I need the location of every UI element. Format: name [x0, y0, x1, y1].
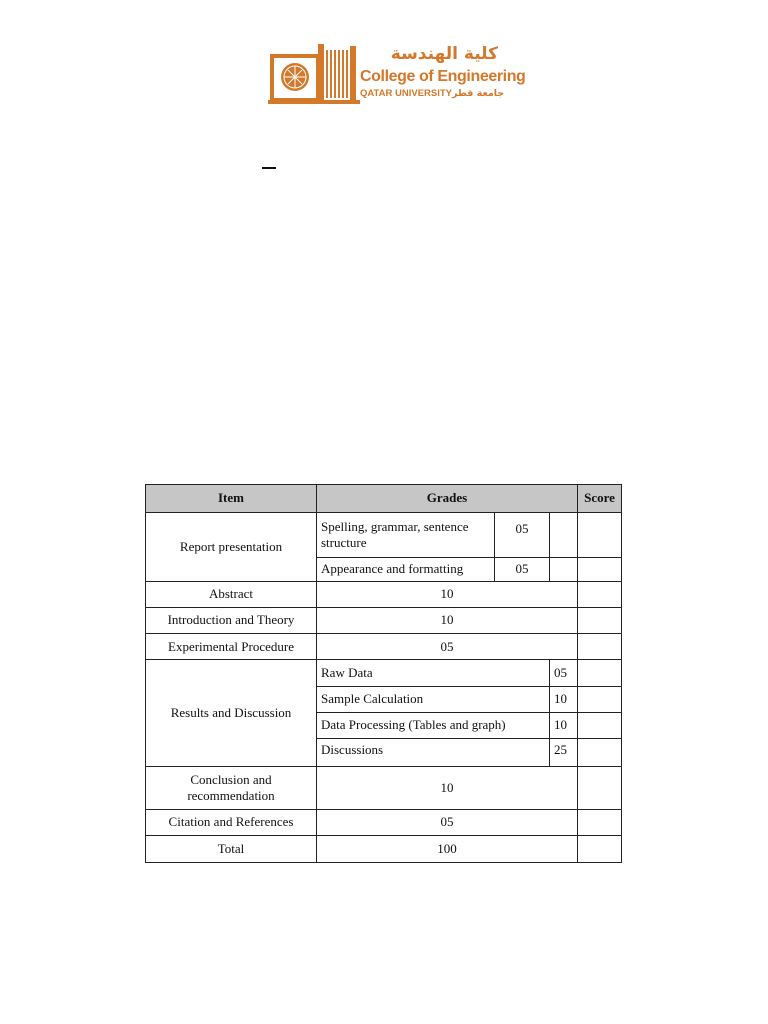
sub-item-sample-calculation: Sample Calculation [317, 686, 550, 712]
logo-university-ar: جامعة قطر [452, 88, 505, 99]
college-logo [268, 42, 526, 104]
grade-discussions: 25 [550, 738, 578, 766]
column-header-item: Item [146, 485, 317, 513]
item-abstract: Abstract [146, 581, 317, 607]
sub-item-raw-data: Raw Data [317, 660, 550, 686]
table-row [146, 513, 622, 557]
sub-item-appearance: Appearance and formatting [317, 557, 495, 581]
column-header-grades: Grades [317, 485, 578, 513]
score-cell[interactable] [578, 581, 622, 607]
item-results-discussion: Results and Discussion [146, 660, 317, 767]
table-row [146, 581, 622, 607]
logo-text-block [360, 42, 526, 104]
grade-abstract: 10 [317, 581, 578, 607]
logo-university-en: QATAR UNIVERSITY [360, 88, 453, 99]
score-cell[interactable] [578, 513, 622, 557]
score-cell[interactable] [578, 809, 622, 835]
grade-conclusion: 10 [317, 767, 578, 809]
grade-introduction: 10 [317, 607, 578, 633]
grading-rubric-table [145, 484, 622, 863]
logo-arabic-title: كلية الهندسة [390, 44, 498, 64]
item-introduction: Introduction and Theory [146, 607, 317, 633]
sub-item-data-processing: Data Processing (Tables and graph) [317, 712, 550, 738]
item-total: Total [146, 835, 317, 862]
table-row [146, 835, 622, 862]
underscore-mark [262, 167, 276, 169]
grade-raw-data: 05 [550, 660, 578, 686]
score-cell[interactable] [578, 712, 622, 738]
score-cell[interactable] [578, 767, 622, 809]
table-header-row [146, 485, 622, 513]
grade-experimental-procedure: 05 [317, 634, 578, 660]
score-cell[interactable] [578, 660, 622, 686]
grade-spelling: 05 [495, 513, 550, 557]
grade-citation: 05 [317, 809, 578, 835]
score-cell[interactable] [578, 557, 622, 581]
item-report-presentation: Report presentation [146, 513, 317, 582]
item-experimental-procedure: Experimental Procedure [146, 634, 317, 660]
qatar-university-emblem-icon [268, 42, 360, 104]
item-conclusion: Conclusion and recommendation [146, 767, 317, 809]
table-row [146, 767, 622, 809]
grade-spacer [550, 513, 578, 557]
grade-appearance: 05 [495, 557, 550, 581]
grade-total: 100 [317, 835, 578, 862]
table-row [146, 809, 622, 835]
sub-item-spelling: Spelling, grammar, sentence structure [317, 513, 495, 557]
score-cell[interactable] [578, 738, 622, 766]
score-cell[interactable] [578, 835, 622, 862]
score-cell[interactable] [578, 607, 622, 633]
logo-university-name [360, 89, 504, 99]
table-row [146, 634, 622, 660]
logo-college-name: College of Engineering [360, 68, 526, 85]
grade-sample-calculation: 10 [550, 686, 578, 712]
score-cell[interactable] [578, 686, 622, 712]
column-header-score: Score [578, 485, 622, 513]
table-row [146, 660, 622, 686]
item-citation: Citation and References [146, 809, 317, 835]
score-cell[interactable] [578, 634, 622, 660]
sub-item-discussions: Discussions [317, 738, 550, 766]
grade-data-processing: 10 [550, 712, 578, 738]
grade-spacer [550, 557, 578, 581]
table-row [146, 607, 622, 633]
